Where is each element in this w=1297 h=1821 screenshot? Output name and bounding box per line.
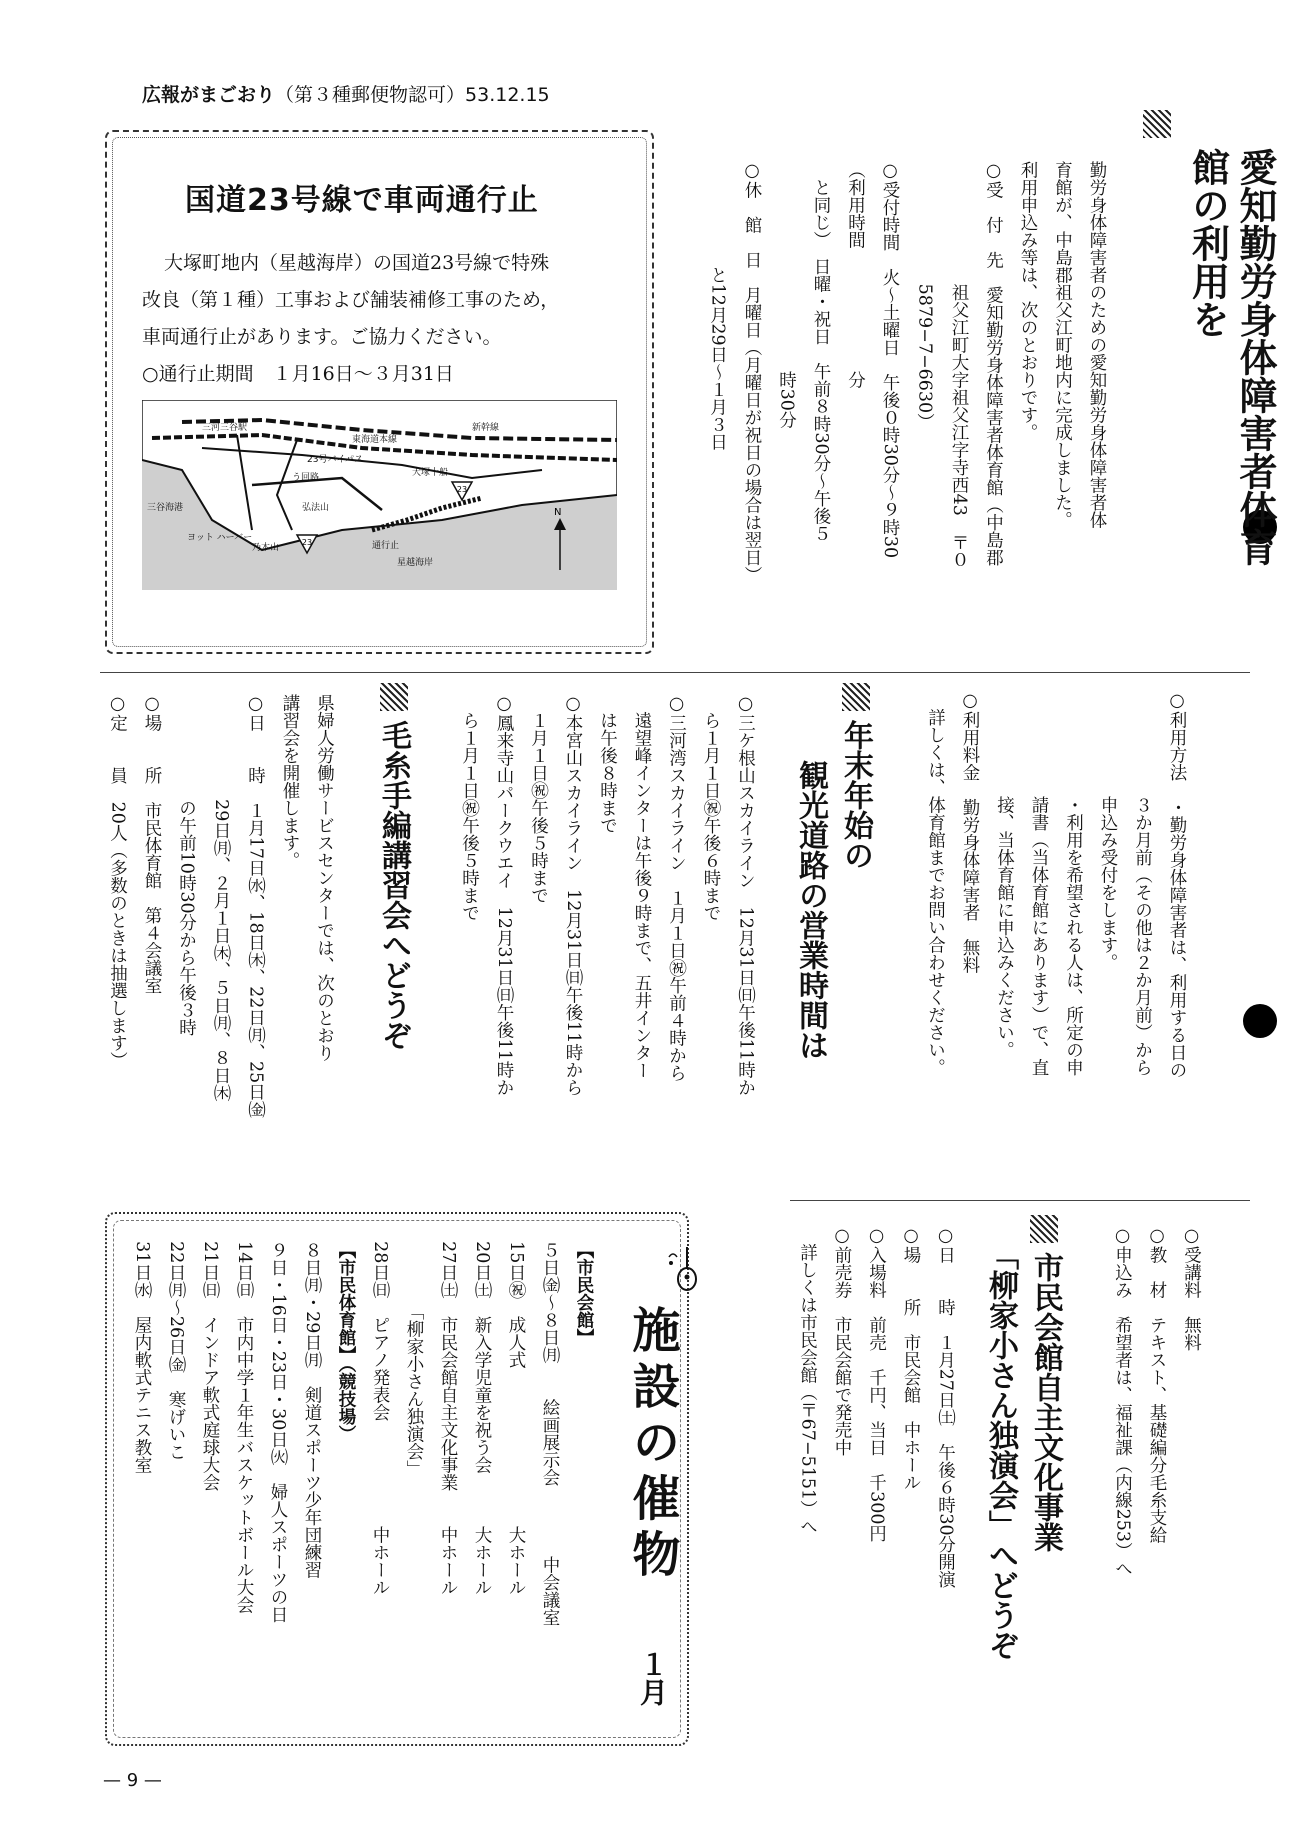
- road-body-line: 車両通行止があります。ご協力ください。: [142, 326, 502, 348]
- road-closure-map: [142, 400, 617, 590]
- section-divider-right: [790, 1200, 1250, 1201]
- culture-heading: [1030, 1215, 1058, 1253]
- gym-heading: [1143, 110, 1191, 148]
- tourist-body-line: 遠望峰インターは午後９時まで、五井インター: [632, 694, 652, 1080]
- tourist-heading: [842, 683, 870, 721]
- tourist-title-line2: 観光道路の営業時間は: [793, 760, 828, 1060]
- map-route-number-2: 23: [301, 538, 313, 547]
- map-label-miya: 三谷海港: [147, 503, 184, 513]
- road-closure-title: 国道23号線で車両通行止: [185, 183, 539, 218]
- map-label-station: 三河三谷駅: [202, 423, 248, 433]
- gym-usage-line: ○利用料金 勤労身体障害者 無料: [960, 691, 980, 974]
- tourist-body-line: ら１月１日㊗午後５時まで: [459, 694, 480, 922]
- section-marker-icon: [1030, 1215, 1058, 1243]
- tourist-body-line: ○本宮山スカイライン 12月31日㈰午後11時から: [563, 694, 583, 1096]
- knit-body-line: 講習会を開催します。: [280, 694, 300, 870]
- gym-usage-line: ○利用方法 ・勤労身体障害者は、利用する日の: [1167, 691, 1187, 1079]
- knit-body-line: ○場 所 市民体育館 第４会議室: [142, 694, 162, 995]
- knit-fee-line: ○申込み 希望者は、福祉課（内線253）へ: [1112, 1226, 1133, 1578]
- gym-body-line: 祖父江町大字祖父江字寺西43 〒０: [949, 161, 969, 569]
- events-hall-item: 20日㈯ 新入学児童を祝う会 大ホール: [472, 1241, 492, 1596]
- culture-title-line1: 市民会館自主文化事業: [1028, 1252, 1063, 1552]
- events-gym-header: 【市民体育館】（競技場）: [336, 1241, 356, 1443]
- map-label-north: N: [554, 507, 562, 518]
- gym-usage-line: ３か月前（その他は２か月前）から: [1132, 691, 1153, 1077]
- gym-usage: [918, 680, 1229, 1110]
- knit-fees: [1105, 1215, 1243, 1645]
- culture-body-line: ○日 時 １月27日㈯ 午後６時30分開演: [935, 1226, 956, 1589]
- events-hall-item: 28日㈰ ピアノ発表会 中ホール: [370, 1241, 390, 1596]
- map-label-kobo: 弘法山: [302, 503, 330, 513]
- culture-body-line: ○前売券 市民会館で発売中: [832, 1226, 852, 1457]
- section-marker-icon: [380, 683, 408, 711]
- gym-body-line: と同じ） 日曜・祝日 午前８時30分〜午後５: [811, 161, 831, 543]
- map-label-coast: 星越海岸: [397, 558, 434, 568]
- map-label-otsuka: 大塚十船: [412, 468, 449, 478]
- events-gym-item: 31日㈬ 屋内軟式テニス教室: [132, 1241, 152, 1474]
- culture-title-line2: 「柳家小さん独演会」へどうぞ: [983, 1240, 1018, 1660]
- gym-usage-line: ・利用を希望される人は、所定の申: [1063, 691, 1084, 1077]
- knit-body-line: 29日㈪、２月１日㈭、５日㈪、８日㈭: [211, 694, 231, 1102]
- events-gym-item: 21日㈰ インドア軟式庭球大会: [200, 1241, 220, 1491]
- gym-body-line: 5879−7−6630）: [914, 161, 935, 431]
- gym-body-line: 育館が、中島郡祖父江町地内に完成しました。: [1052, 161, 1073, 529]
- events-month: １月: [636, 1650, 669, 1706]
- road-body-line: 改良（第１種）工事および舗装補修工事のため，: [142, 289, 560, 311]
- events-hall-item: 15日㊗ 成人式 大ホール: [506, 1241, 526, 1596]
- events-title: 施設の催物: [624, 1305, 680, 1585]
- culture-body-line: ○場 所 市民会館 中ホール: [901, 1226, 921, 1492]
- knit-heading: [380, 683, 408, 721]
- gym-body-line: 利用申込み等は、次のとおりです。: [1018, 161, 1038, 442]
- map-label-nogi: 乃木山: [252, 543, 280, 553]
- knit-fee-line: ○教 材 テキスト、基礎編分毛糸支給: [1147, 1226, 1167, 1544]
- tourist-body-line: は午後８時まで: [597, 694, 618, 835]
- events-list: [125, 1230, 635, 1730]
- gym-body-line: 勤労身体障害者のための愛知勤労身体障害者体: [1087, 161, 1107, 529]
- tourist-body-line: １月１日㊗午後５時まで: [528, 694, 549, 905]
- events-hall-header: 【市民会館】: [574, 1241, 594, 1347]
- gym-body-line: ○受 付 先 愛知勤労身体障害者体育館（中島郡: [983, 161, 1004, 567]
- road-body-line: ○通行止期間 １月16日〜３月31日: [142, 363, 454, 385]
- knit-fee-line: ○受講料 無料: [1181, 1226, 1202, 1352]
- tourist-body: [452, 683, 797, 1103]
- culture-body-line: 詳しくは市民会館（〒67−5151）へ: [797, 1226, 818, 1536]
- knit-body-line: 県婦人労働サービスセンターでは、次のとおり: [314, 694, 335, 1062]
- map-label-bypass: 23号バイパス: [307, 455, 364, 465]
- gym-usage-line: 請書（当体育館にあります）で、直: [1029, 691, 1049, 1077]
- gym-usage-line: 接、当体育館に申込みください。: [994, 691, 1015, 1059]
- tourist-body-line: ○三ケ根山スカイライン 12月31日㈰午後11時か: [735, 694, 756, 1096]
- tourist-body-line: ○鳳来寺山パークウエイ 12月31日㈰午後11時か: [494, 694, 514, 1096]
- knit-body-line: ○日 時 １月17日㈬、18日㈭、22日㈪、25日㈮: [245, 694, 266, 1119]
- gym-title-line1: [1145, 148, 1297, 568]
- knit-body-line: ○定 員 20人（多数のときは抽選します）: [107, 694, 128, 1069]
- gym-title: 愛知勤労身体障害者体育館の利用を: [1185, 148, 1277, 566]
- knit-body: [100, 683, 376, 1119]
- culture-body: [790, 1215, 997, 1645]
- margin-dot-bottom: [1243, 1004, 1277, 1038]
- map-label-closed: 通行止: [372, 541, 400, 551]
- road-body-line: 大塚町地内（星越海岸）の国道23号線で特殊: [164, 252, 550, 274]
- map-label-yacht: ヨット ハーバー: [187, 533, 253, 543]
- tourist-title-line1: 年末年始の: [838, 720, 873, 870]
- page-number: — 9 —: [103, 1770, 162, 1791]
- map-label-detour: う回路: [292, 473, 320, 483]
- gym-body-line: （利用時間 分: [845, 161, 866, 389]
- postal-permit: （第３種郵便物認可）: [275, 84, 466, 106]
- section-marker-icon: [842, 683, 870, 711]
- gym-usage-line: 詳しくは、体育館までお問い合わせください。: [925, 691, 946, 1077]
- road-closure-body: [142, 245, 622, 393]
- culture-body-line: ○入場料 前売 千円、当日 千300円: [866, 1226, 887, 1543]
- events-gym-item: ８日㈪・29日㈪ 剣道スポーツ少年団練習: [302, 1241, 322, 1579]
- gym-body-line: ○休 館 日 月曜日（月曜日が祝日の場合は翌日）: [742, 161, 762, 584]
- events-gym-item: ９日・16日・23日・30日㈫ 婦人スポーツの日: [268, 1241, 288, 1623]
- events-hall-item: 27日㈯ 市民会館自主文化事業 中ホール: [438, 1241, 458, 1596]
- gym-body: [700, 150, 1149, 584]
- guitar-icon: [665, 1243, 703, 1293]
- issue-date: 53.12.15: [465, 84, 550, 106]
- map-label-shinkansen: 新幹線: [472, 423, 500, 433]
- events-hall-item: ５日㈮〜８日㈪ 絵画展示会 中会議室: [540, 1241, 560, 1627]
- section-divider-top: [100, 672, 1250, 673]
- gym-usage-line: 申込み受付をします。: [1098, 691, 1118, 972]
- section-marker-icon: [1143, 110, 1171, 138]
- page-header: [142, 80, 550, 107]
- knit-body-line: の午前10時30分から午後３時: [176, 694, 197, 1037]
- tourist-body-line: ら１月１日㊗午後６時まで: [701, 694, 721, 922]
- events-hall-item: 「柳家小さん独演会」: [404, 1241, 424, 1478]
- publication-title: 広報がまごおり: [142, 84, 276, 106]
- map-route-number: 23: [456, 485, 468, 494]
- tourist-body-line: ○三河湾スカイライン １月１日㊗午前４時から: [666, 694, 687, 1082]
- events-gym-item: 14日㈰ 市内中学１年生バスケットボール大会: [234, 1241, 254, 1614]
- gym-body-line: ○受付時間 火〜土曜日 午後０時30分〜９時30: [880, 161, 900, 559]
- gym-body-line: と12月29日〜１月３日: [707, 161, 728, 451]
- map-label-tokaido: 東海道本線: [352, 435, 398, 445]
- events-gym-item: 22日㈪〜26日㈮ 寒げいこ: [166, 1241, 186, 1461]
- gym-body-line: 時30分: [776, 161, 797, 429]
- knit-title: 毛糸手編講習会へどうぞ: [376, 720, 411, 1050]
